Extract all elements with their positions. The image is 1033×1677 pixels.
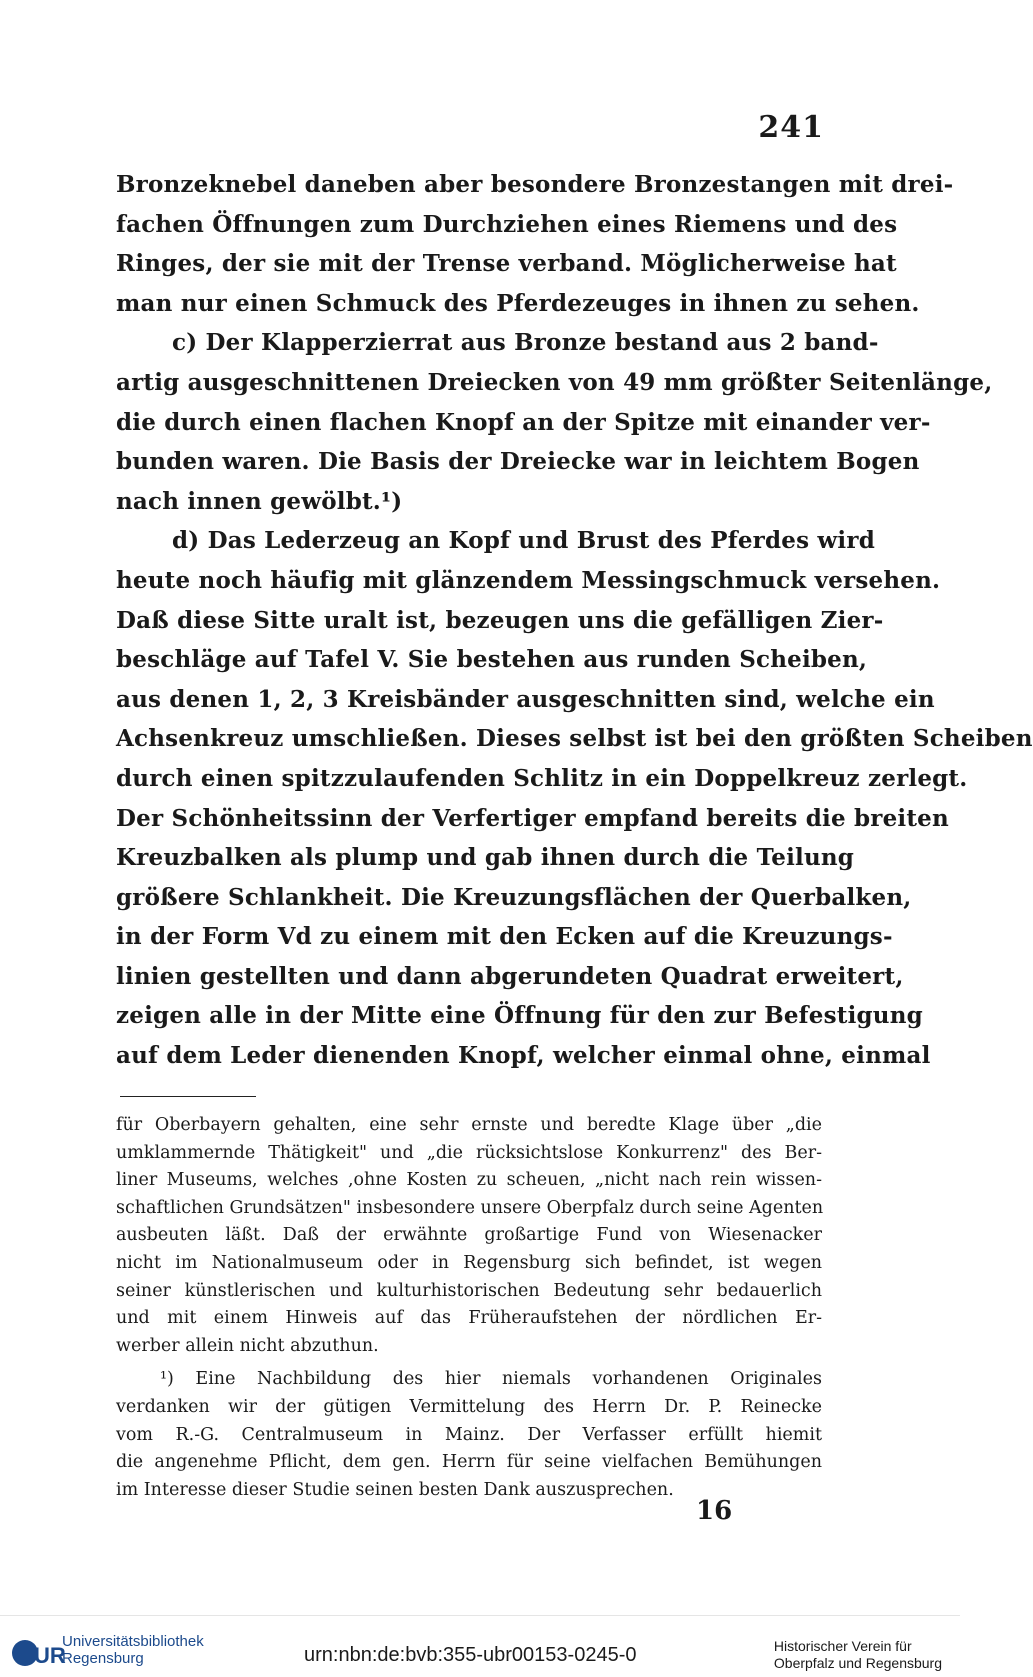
footnote-line: nicht im Nationalmuseum oder in Regensburg sich befindet, ist wegen: [116, 1252, 822, 1273]
body-line: zeigen alle in der Mitte eine Öffnung für den zur Befestigung: [116, 1002, 923, 1030]
body-line: c) Der Klapperzierrat aus Bronze bestand aus 2 band-: [172, 329, 879, 357]
historical-society-name[interactable]: [774, 1638, 942, 1672]
body-line: die durch einen flachen Knopf an der Spitze mit einander ver-: [116, 408, 931, 436]
body-line: nach innen gewölbt.¹): [116, 487, 403, 515]
library-name-line2: Regensburg: [62, 1650, 144, 1667]
body-line: Der Schönheitssinn der Verfertiger empfand bereits die breiten: [116, 804, 949, 832]
footnote-line: die angenehme Pflicht, dem gen. Herrn für seine vielfachen Bemühungen: [116, 1452, 822, 1473]
body-line: Ringes, der sie mit der Trense verband. Möglicherweise hat: [116, 250, 897, 278]
body-line: Daß diese Sitte uralt ist, bezeugen uns die gefälligen Zier-: [116, 606, 884, 634]
footnote-line: schaftlichen Grundsätzen" insbesondere unsere Oberpfalz durch seine Agenten: [116, 1197, 824, 1218]
university-library-logo[interactable]: [12, 1636, 66, 1670]
body-line: linien gestellten und dann abgerundeten Quadrat erweitert,: [116, 962, 904, 990]
footnote-line: im Interesse dieser Studie seinen besten Dank auszusprechen.: [116, 1479, 674, 1500]
footnote-rule: [120, 1096, 256, 1097]
society-line2: Oberpfalz und Regensburg: [773, 1655, 942, 1671]
body-line: Achsenkreuz umschließen. Dieses selbst ist bei den größten Scheiben: [116, 725, 1033, 753]
footnote-line: für Oberbayern gehalten, eine sehr ernste und beredte Klage über „die: [116, 1115, 822, 1135]
society-line1: Historischer Verein für: [773, 1638, 912, 1654]
footnote-line: seiner künstlerischen und kulturhistorischen Bedeutung sehr bedauerlich: [116, 1280, 822, 1301]
footnote-line: ausbeuten läßt. Daß der erwähnte großartige Fund von Wiesenacker: [116, 1225, 822, 1246]
body-line: man nur einen Schmuck des Pferdezeuges in ihnen zu sehen.: [116, 289, 920, 317]
library-name[interactable]: [62, 1633, 204, 1667]
footer-bar: [0, 1615, 960, 1677]
footnote-line: umklammernde Thätigkeit" und „die rücksichtslose Konkurrenz" des Ber-: [116, 1142, 822, 1163]
body-line: Kreuzbalken als plump und gab ihnen durch die Teilung: [116, 844, 855, 872]
body-line: auf dem Leder dienenden Knopf, welcher einmal ohne, einmal: [116, 1042, 931, 1070]
body-line: d) Das Lederzeug an Kopf und Brust des Pferdes wird: [172, 527, 875, 555]
body-line: heute noch häufig mit glänzendem Messingschmuck versehen.: [116, 566, 941, 594]
urn-identifier[interactable]: urn:nbn:de:bvb:355-ubr00153-0245-0: [304, 1644, 637, 1666]
body-line: durch einen spitzzulaufenden Schlitz in ein Doppelkreuz zerlegt.: [116, 764, 968, 792]
body-line: in der Form Vd zu einem mit den Ecken auf die Kreuzungs-: [116, 923, 893, 951]
footnote-line: ¹) Eine Nachbildung des hier niemals vorhandenen Originales: [160, 1369, 822, 1390]
footnote-line: liner Museums, welches ‚ohne Kosten zu scheuen, „nicht nach rein wissen-: [116, 1170, 822, 1191]
body-line: bunden waren. Die Basis der Dreiecke war in leichtem Bogen: [116, 448, 920, 476]
footnote-line: werber allein nicht abzuthun.: [116, 1335, 379, 1356]
signature-mark: 16: [696, 1496, 733, 1526]
body-line: aus denen 1, 2, 3 Kreisbänder ausgeschnitten sind, welche ein: [116, 685, 935, 713]
body-line: beschläge auf Tafel V. Sie bestehen aus runden Scheiben,: [116, 646, 868, 674]
footnote-line: verdanken wir der gütigen Vermittelung des Herrn Dr. P. Reinecke: [116, 1396, 822, 1417]
library-name-line1: Universitätsbibliothek: [62, 1633, 204, 1650]
page-number: 241: [758, 110, 824, 145]
body-line: größere Schlankheit. Die Kreuzungsflächen der Querbalken,: [116, 883, 912, 911]
footnote-line: und mit einem Hinweis auf das Früheraufstehen der nördlichen Er-: [116, 1308, 822, 1329]
footnotes: [116, 1112, 822, 1504]
body-line: Bronzeknebel daneben aber besondere Bronzestangen mit drei-: [116, 171, 954, 198]
body-line: fachen Öffnungen zum Durchziehen eines Riemens und des: [116, 210, 898, 238]
logo-text: UR: [34, 1643, 66, 1668]
body-line: artig ausgeschnittenen Dreiecken von 49 mm größter Seitenlänge,: [116, 368, 993, 396]
body-text: [116, 165, 1033, 1076]
footnote-line: vom R.-G. Centralmuseum in Mainz. Der Verfasser erfüllt hiemit: [116, 1424, 822, 1445]
